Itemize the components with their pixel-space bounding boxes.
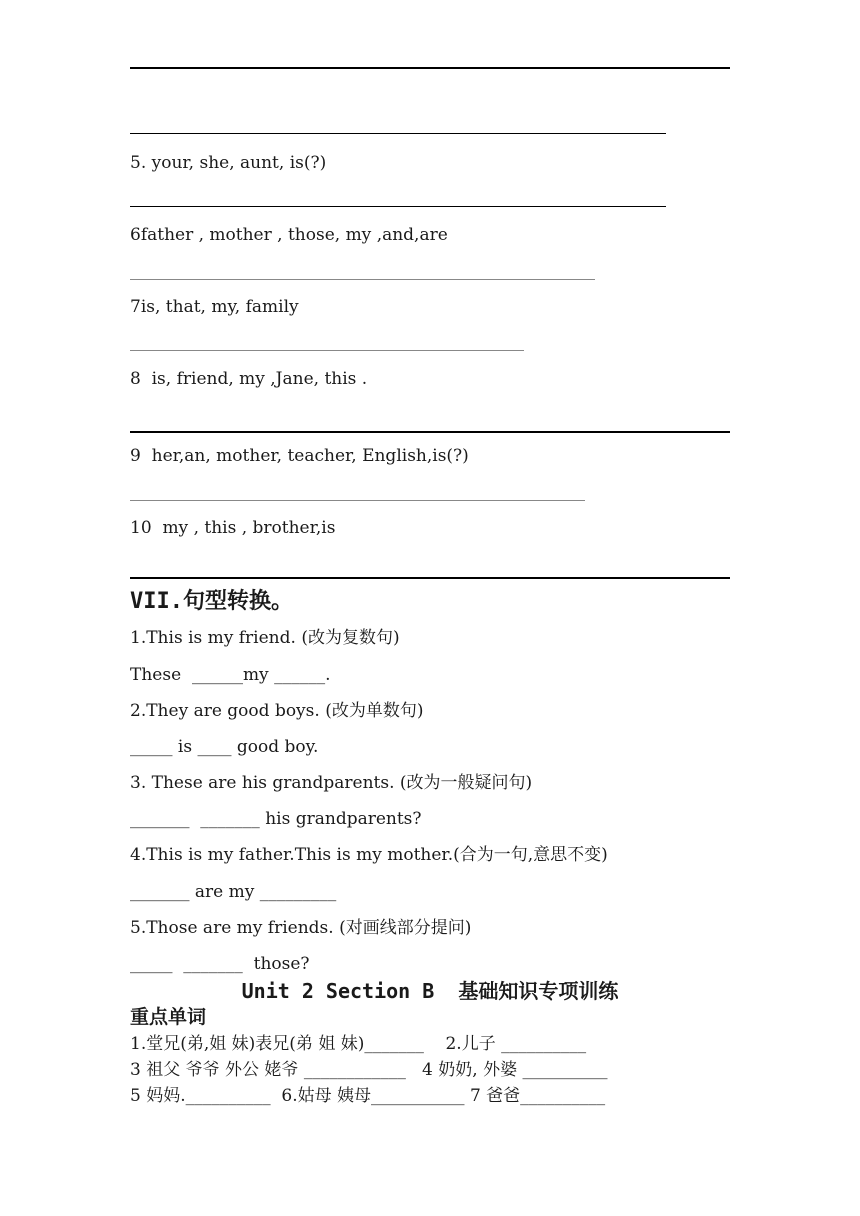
transform-line: _____ is ____ good boy. [130,737,319,757]
unit-title: Unit 2 Section B 基础知识专项训练 [241,979,619,1003]
transform-line: 2.They are good boys. (改为单数句) [130,701,424,721]
answer-line [130,431,730,433]
vocab-line: 1.堂兄(弟,姐 妹)表兄(弟 姐 妹)_______ 2.儿子 __________ [130,1034,587,1054]
reorder-item-6: 6father , mother , those, my ,and,are [130,225,448,245]
reorder-item-9: 9 her,an, mother, teacher, English,is(?) [130,446,469,466]
answer-line [130,350,524,351]
answer-line [130,279,595,280]
answer-line [130,577,730,579]
transform-line: 1.This is my friend. (改为复数句) [130,628,400,648]
transform-line: _______ _______ his grandparents? [130,809,422,829]
transform-line: These ______my ______. [130,665,331,685]
transform-line: 3. These are his grandparents. (改为一般疑问句) [130,773,533,793]
answer-line [130,133,666,134]
reorder-item-10: 10 my , this , brother,is [130,518,336,538]
transform-line: _______ are my _________ [130,882,337,902]
transform-line: _____ _______ those? [130,954,310,974]
reorder-item-8: 8 is, friend, my ,Jane, this . [130,369,368,389]
vocab-line: 5 妈妈.__________ 6.姑母 姨母___________ 7 爸爸__________ [130,1086,606,1106]
transform-line: 4.This is my father.This is my mother.(合为一句,意思不变) [130,845,608,865]
transform-line: 5.Those are my friends. (对画线部分提问) [130,918,472,938]
answer-line [130,67,730,69]
vocab-line: 3 祖父 爷爷 外公 姥爷 ____________ 4 奶奶, 外婆 __________ [130,1060,608,1080]
section-heading: VII.句型转换。 [130,589,293,614]
reorder-item-5: 5. your, she, aunt, is(?) [130,153,327,173]
reorder-item-7: 7is, that, my, family [130,297,299,317]
answer-line [130,206,666,207]
vocab-label: 重点单词 [130,1006,207,1028]
answer-line [130,500,585,501]
